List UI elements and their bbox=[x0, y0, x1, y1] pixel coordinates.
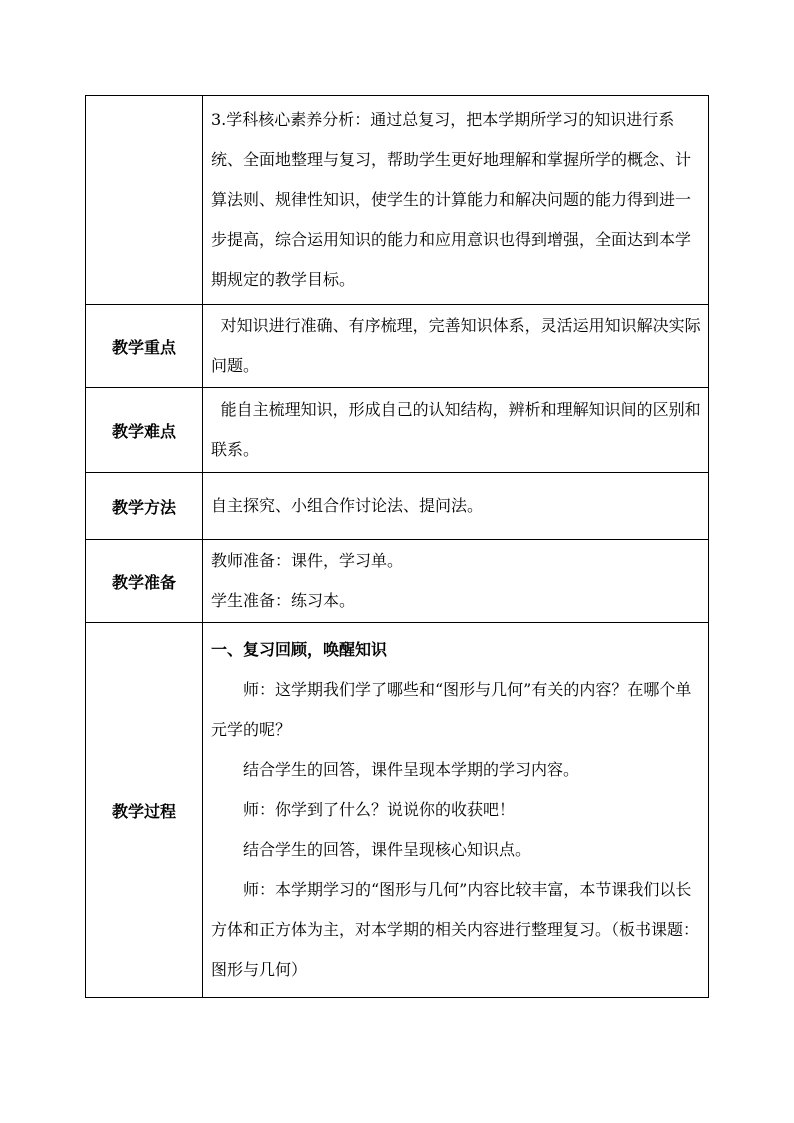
process-paragraph: 结合学生的回答，课件呈现核心知识点。 bbox=[243, 840, 532, 859]
process-cell bbox=[203, 623, 709, 998]
difficulties-cell bbox=[203, 388, 709, 473]
core-literacy-analysis-cell bbox=[203, 96, 709, 305]
student-preparation-text: 学生准备：练习本。 bbox=[211, 591, 356, 610]
row-label-methods: 教学方法 bbox=[86, 473, 203, 540]
methods-text: 自主探究、小组合作讨论法、提问法。 bbox=[211, 496, 484, 515]
lesson-plan-table bbox=[85, 95, 709, 998]
difficulties-text: 能自主梳理知识，形成自己的认知结构，辨析和理解知识间的区别和联系。 bbox=[211, 400, 701, 459]
process-section-heading: 一、复习回顾，唤醒知识 bbox=[211, 640, 388, 659]
table-row bbox=[86, 96, 709, 305]
table-row bbox=[86, 305, 709, 388]
row-label-key-points: 教学重点 bbox=[86, 305, 203, 388]
table-row bbox=[86, 623, 709, 998]
row-label-difficulties: 教学难点 bbox=[86, 388, 203, 473]
process-paragraph: 师：这学期我们学了哪些和“图形与几何”有关的内容？在哪个单元学的呢？ bbox=[211, 680, 692, 739]
core-literacy-analysis-text: 3.学科核心素养分析：通过总复习，把本学期所学习的知识进行系统、全面地整理与复习，帮助学生更好地理解和掌握所学的概念、计算法则、规律性知识，使学生的计算能力和解决问题的能力得到进一步提高，综合运用知识的能力和应用意识也得到增强，全面达到本学期规定的教学目标。 bbox=[211, 110, 692, 289]
teacher-preparation-text: 教师准备：课件，学习单。 bbox=[211, 551, 404, 570]
methods-cell bbox=[203, 473, 709, 540]
table-row bbox=[86, 473, 709, 540]
row-label-process: 教学过程 bbox=[86, 623, 203, 998]
key-points-text: 对知识进行准确、有序梳理，完善知识体系，灵活运用知识解决实际问题。 bbox=[211, 316, 701, 375]
table-row bbox=[86, 540, 709, 623]
process-paragraph: 结合学生的回答，课件呈现本学期的学习内容。 bbox=[243, 760, 580, 779]
row-label-preparation: 教学准备 bbox=[86, 540, 203, 623]
key-points-cell bbox=[203, 305, 709, 388]
table-row bbox=[86, 388, 709, 473]
process-paragraph: 师：你学到了什么？说说你的收获吧！ bbox=[243, 800, 516, 819]
preparation-cell bbox=[203, 540, 709, 623]
row-label-empty bbox=[86, 96, 203, 305]
process-paragraph: 师：本学期学习的“图形与几何”内容比较丰富，本节课我们以长方体和正方体为主，对本学期的相关内容进行整理复习。（板书课题：图形与几何） bbox=[211, 880, 700, 979]
